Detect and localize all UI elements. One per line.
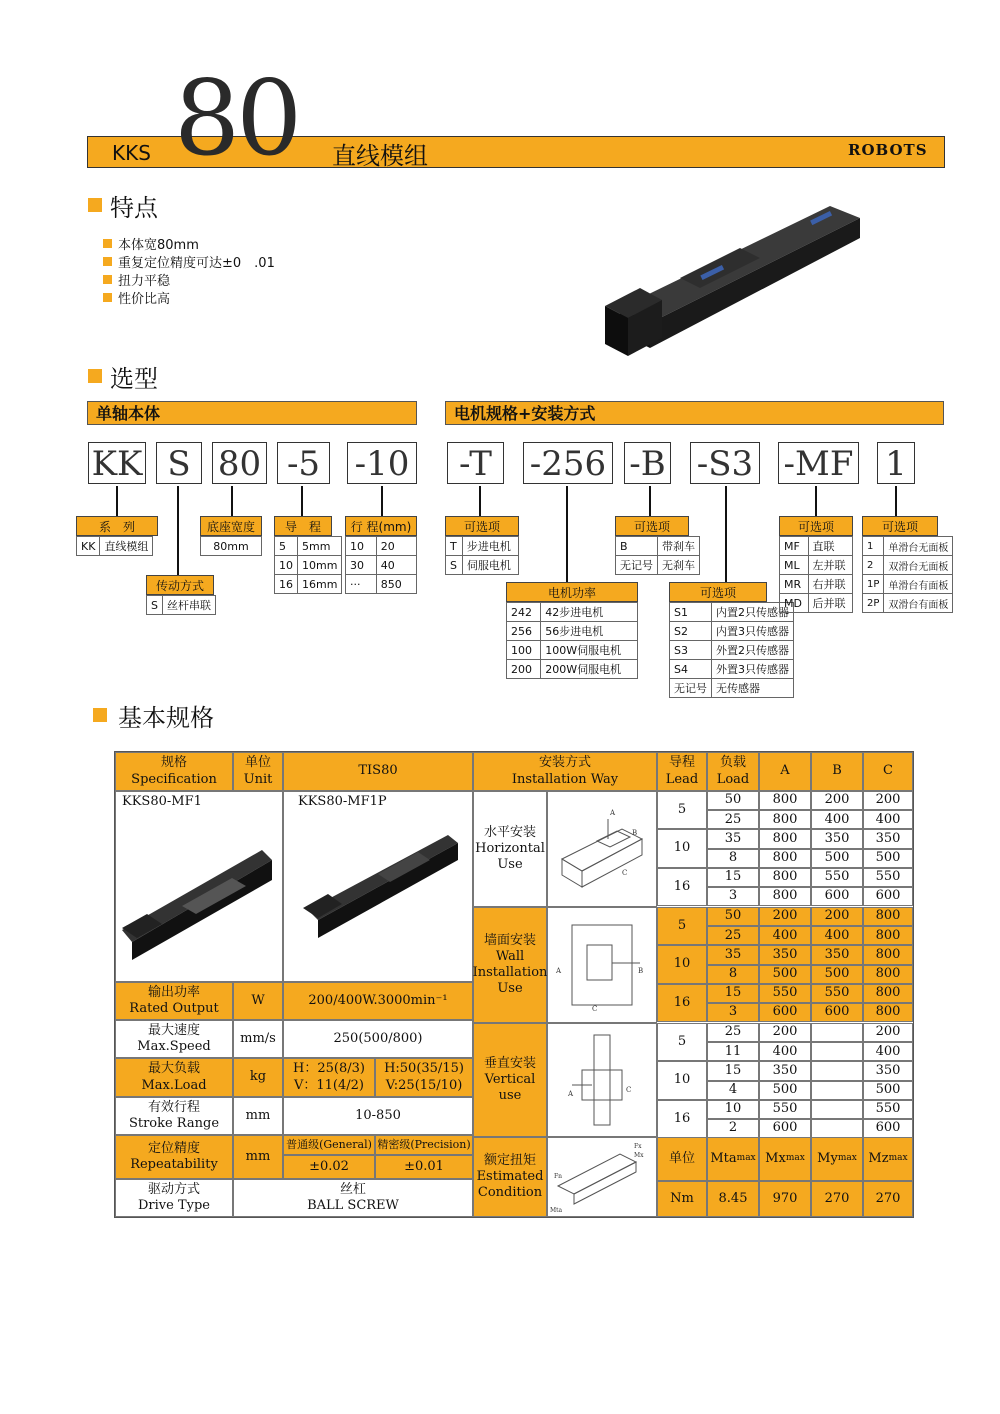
row-speed-unit: mm/s [233, 1020, 283, 1058]
load-value-cell: 350 [811, 829, 863, 848]
load-value-cell: 400 [811, 926, 863, 945]
install-vertical-label: 垂直安装 Vertical use [473, 1023, 547, 1137]
row-stroke-value: 10-850 [283, 1097, 473, 1135]
product-image [600, 188, 870, 358]
body-bar: 单轴本体 [87, 401, 417, 425]
load-value-cell: 2 [707, 1119, 759, 1138]
load-value-cell: 800 [759, 810, 811, 829]
label-b: B [632, 829, 638, 837]
load-value-cell: 350 [863, 1061, 913, 1080]
selection-heading: 选型 [110, 365, 158, 393]
torque-value-my: 270 [811, 1181, 863, 1217]
load-value-cell: 350 [863, 829, 913, 848]
load-value-cell: 800 [759, 791, 811, 810]
code-stroke: -10 [347, 442, 417, 484]
label-a: A [610, 809, 616, 817]
install-horizontal-diagram [547, 791, 657, 907]
load-value-cell: 600 [759, 1119, 811, 1138]
load-value-cell [811, 1061, 863, 1080]
code-series: KK [88, 442, 146, 484]
torque-unit: Nm [657, 1181, 707, 1217]
bullet-icon [103, 257, 112, 266]
load-value-cell: 200 [759, 907, 811, 926]
product-mf1p-image [298, 810, 468, 970]
feature-item: 性价比高 [103, 288, 275, 306]
load-value-cell: 800 [863, 1003, 913, 1022]
product-mf1-image [122, 810, 272, 970]
head-install: 安装方式 Installation Way [473, 752, 657, 791]
horizontal-diagram-image [552, 799, 652, 899]
code-width: 80 [212, 442, 267, 484]
bullet-icon [103, 293, 112, 302]
load-value-cell: 400 [863, 1042, 913, 1061]
load-value-cell: 800 [759, 849, 811, 868]
connector-line [649, 486, 651, 516]
label-mx: Mx [634, 1152, 644, 1159]
head-unit: 单位 Unit [233, 752, 283, 791]
head-model: TIS80 [283, 752, 473, 791]
bullet-icon [103, 275, 112, 284]
label-fx: Fx [634, 1143, 642, 1150]
row-repeat-precision-label: 精密级(Precision) [375, 1135, 473, 1155]
load-value-cell: 500 [759, 1081, 811, 1100]
connector-line [231, 486, 233, 516]
features-list [103, 234, 275, 306]
torque-diagram-image [550, 1140, 654, 1214]
load-value-cell: 10 [707, 1100, 759, 1119]
feature-item: 重复定位精度可达±0 .01 [103, 252, 275, 270]
section-marker-icon [88, 369, 102, 383]
load-value-cell: 35 [707, 945, 759, 964]
load-value-cell: 200 [863, 1023, 913, 1042]
product-cell-mf1: KKS80-MF1 [115, 791, 283, 982]
load-value-cell: 400 [863, 810, 913, 829]
load-value-cell: 800 [863, 907, 913, 926]
load-value-cell: 4 [707, 1081, 759, 1100]
load-value-cell: 800 [759, 868, 811, 887]
load-value-cell: 800 [863, 984, 913, 1003]
load-value-cell: 550 [811, 868, 863, 887]
torque-unit-label: 单位 [657, 1137, 707, 1181]
load-value-cell: 15 [707, 984, 759, 1003]
load-value-cell: 200 [863, 791, 913, 810]
load-value-cell [811, 1081, 863, 1100]
sensor-option: 可选项 S1 内置2只传感器 S2 内置3只传感器 S3 外置2只传感器 S4 外置3只传感器 无记号 无传感器 [669, 582, 794, 698]
code-motor: -T [447, 442, 504, 484]
row-load-unit: kg [233, 1058, 283, 1097]
install-horizontal-label: 水平安装 Horizontal Use [473, 791, 547, 907]
motor-power-option: 电机功率 242 42步进电机 256 56步进电机 100 100W伺服电机 200 200W伺服电机 [506, 582, 638, 679]
load-value-cell: 11 [707, 1042, 759, 1061]
feature-item: 扭力平稳 [103, 270, 275, 288]
load-value-cell: 800 [863, 926, 913, 945]
label-c: C [592, 1005, 598, 1013]
row-output-label: 输出功率 Rated Output [115, 982, 233, 1020]
load-value-cell: 600 [811, 1003, 863, 1022]
stroke-option: 行 程(mm) 10 20 30 40 ··· 850 [345, 516, 417, 594]
connector-line [895, 486, 897, 516]
motor-type-option: 可选项 T 步进电机 S 伺服电机 [445, 516, 519, 575]
torque-head-mz: Mz max [863, 1137, 913, 1181]
load-value-cell: 550 [863, 868, 913, 887]
load-value-cell: 600 [863, 887, 913, 906]
row-output-value: 200/400W.3000min⁻¹ [283, 982, 473, 1020]
lead-cell: 5 [657, 791, 707, 829]
feature-item: 本体宽80mm [103, 234, 275, 252]
load-value-cell: 500 [863, 849, 913, 868]
load-value-cell: 600 [811, 887, 863, 906]
features-heading: 特点 [110, 194, 158, 222]
code-drive: S [156, 442, 202, 484]
label-b: B [638, 967, 644, 975]
load-value-cell: 8 [707, 849, 759, 868]
wall-diagram-image [552, 915, 652, 1015]
label-c: C [626, 1086, 632, 1094]
load-value-cell: 25 [707, 926, 759, 945]
load-value-cell: 800 [759, 887, 811, 906]
load-value-cell: 800 [759, 829, 811, 848]
series-option: 系 列 KK 直线模组 [76, 516, 158, 556]
code-brake: -B [624, 442, 671, 484]
label-a: A [556, 967, 562, 975]
lead-cell: 16 [657, 1100, 707, 1138]
load-value-cell: 550 [863, 1100, 913, 1119]
brake-option: 可选项 B 带刹车 无记号 无刹车 [615, 516, 700, 575]
width-option: 底座宽度 80mm [200, 516, 262, 556]
row-load-label: 最大负载 Max.Load [115, 1058, 233, 1097]
head-lead: 导程 Lead [657, 752, 707, 791]
row-drive-value: 丝杠 BALL SCREW [233, 1179, 473, 1217]
row-output-unit: W [233, 982, 283, 1020]
connector-line [815, 486, 817, 516]
load-value-cell [811, 1100, 863, 1119]
torque-label: 额定扭矩 Estimated Condition [473, 1137, 547, 1217]
row-repeat-unit: mm [233, 1135, 283, 1179]
load-value-cell: 800 [863, 965, 913, 984]
load-value-cell: 15 [707, 868, 759, 887]
row-load-value-1: H：25(8/3) V：11(4/2) [283, 1058, 375, 1097]
label-mta: Mta [550, 1207, 563, 1214]
code-mount: -MF [778, 442, 859, 484]
row-drive-label: 驱动方式 Drive Type [115, 1179, 233, 1217]
connector-line [177, 486, 179, 576]
load-value-cell: 8 [707, 965, 759, 984]
load-value-cell: 350 [759, 945, 811, 964]
section-marker-icon [93, 708, 107, 722]
torque-head-mta: Mta max [707, 1137, 759, 1181]
head-spec: 规格 Specification [115, 752, 233, 791]
product-cell-mf1p: KKS80-MF1P [283, 791, 473, 982]
motor-bar: 电机规格+安装方式 [445, 401, 944, 425]
torque-value-mz: 270 [863, 1181, 913, 1217]
code-sensor: -S3 [690, 442, 760, 484]
connector-line [566, 486, 568, 582]
install-vertical-diagram [547, 1023, 657, 1137]
load-value-cell: 3 [707, 887, 759, 906]
torque-diagram [547, 1137, 657, 1217]
load-value-cell: 800 [863, 945, 913, 964]
row-repeat-precision: ±0.01 [375, 1155, 473, 1179]
row-repeat-label: 定位精度 Repeatability [115, 1135, 233, 1179]
lead-option: 导 程 5 5mm 10 10mm 16 16mm [274, 516, 342, 594]
install-wall-label: 墙面安装 Wall Installation Use [473, 907, 547, 1023]
torque-value-mta: 8.45 [707, 1181, 759, 1217]
load-value-cell: 200 [759, 1023, 811, 1042]
load-value-cell: 400 [759, 926, 811, 945]
section-marker-icon [88, 198, 102, 212]
drive-option: 传动方式 S 丝杆串联 [146, 575, 216, 615]
load-value-cell: 400 [811, 810, 863, 829]
lead-cell: 5 [657, 907, 707, 945]
load-value-cell [811, 1119, 863, 1138]
load-value-cell [811, 1023, 863, 1042]
torque-head-my: My max [811, 1137, 863, 1181]
label-c: C [622, 869, 628, 877]
load-value-cell: 25 [707, 810, 759, 829]
bullet-icon [103, 239, 112, 248]
load-value-cell: 550 [759, 984, 811, 1003]
load-value-cell: 500 [811, 965, 863, 984]
connector-line [381, 486, 383, 516]
row-speed-value: 250(500/800) [283, 1020, 473, 1058]
load-value-cell: 200 [811, 907, 863, 926]
load-value-cell: 35 [707, 829, 759, 848]
row-stroke-unit: mm [233, 1097, 283, 1135]
load-value-cell: 3 [707, 1003, 759, 1022]
header-title: 直线模组 [332, 142, 428, 170]
label-a: A [568, 1090, 574, 1098]
row-stroke-label: 有效行程 Stroke Range [115, 1097, 233, 1135]
lead-cell: 5 [657, 1023, 707, 1061]
slide-option: 可选项 1 单滑台无面板 2 双滑台无面板 1P 单滑台有面板 2P 双滑台有面板 [862, 516, 953, 613]
lead-cell: 10 [657, 829, 707, 867]
head-load: 负载 Load [707, 752, 759, 791]
header-model-number: 80 [174, 57, 299, 179]
spec-table [114, 751, 914, 1218]
load-value-cell: 350 [759, 1061, 811, 1080]
row-load-value-2: H:50(35/15) V:25(15/10) [375, 1058, 473, 1097]
row-repeat-general: ±0.02 [283, 1155, 375, 1179]
label-fn: Fn [554, 1173, 563, 1180]
lead-cell: 10 [657, 945, 707, 983]
load-value-cell: 25 [707, 1023, 759, 1042]
lead-cell: 16 [657, 868, 707, 906]
header-prefix: KKS [112, 141, 151, 165]
load-value-cell: 550 [811, 984, 863, 1003]
load-value-cell: 200 [811, 791, 863, 810]
install-wall-diagram [547, 907, 657, 1023]
load-value-cell [811, 1042, 863, 1061]
code-slide: 1 [877, 442, 915, 484]
load-value-cell: 600 [863, 1119, 913, 1138]
row-repeat-general-label: 普通级(General) [283, 1135, 375, 1155]
connector-line [725, 486, 727, 582]
code-lead: -5 [277, 442, 330, 484]
brand-logo: ROBOTS [848, 141, 928, 159]
head-a: A [759, 752, 811, 791]
load-value-cell: 15 [707, 1061, 759, 1080]
load-value-cell: 550 [759, 1100, 811, 1119]
row-speed-label: 最大速度 Max.Speed [115, 1020, 233, 1058]
spec-heading: 基本规格 [118, 704, 214, 732]
head-c: C [863, 752, 913, 791]
series-table: KK 直线模组 [76, 536, 153, 556]
load-value-cell: 600 [759, 1003, 811, 1022]
lead-cell: 10 [657, 1061, 707, 1099]
lead-cell: 16 [657, 984, 707, 1022]
connector-line [116, 486, 118, 516]
torque-value-mx: 970 [759, 1181, 811, 1217]
connector-line [479, 486, 481, 516]
connector-line [301, 486, 303, 516]
load-value-cell: 400 [759, 1042, 811, 1061]
vertical-diagram-image [552, 1030, 652, 1130]
code-power: -256 [523, 442, 613, 484]
mount-option: 可选项 MF 直联 ML 左并联 MR 右并联 MD 后并联 [779, 516, 853, 613]
load-value-cell: 500 [759, 965, 811, 984]
load-value-cell: 50 [707, 907, 759, 926]
load-value-cell: 500 [811, 849, 863, 868]
torque-head-mx: Mx max [759, 1137, 811, 1181]
load-value-cell: 350 [811, 945, 863, 964]
head-b: B [811, 752, 863, 791]
load-value-cell: 500 [863, 1081, 913, 1100]
load-value-cell: 50 [707, 791, 759, 810]
